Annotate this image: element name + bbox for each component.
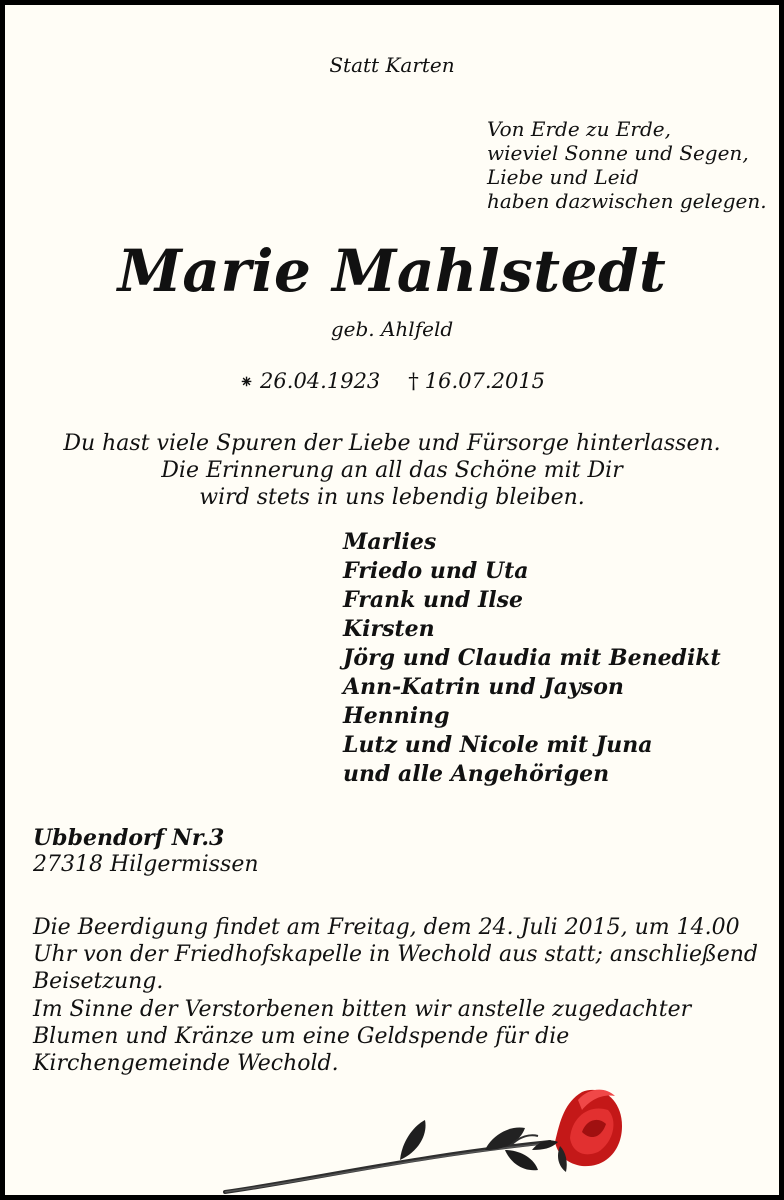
header-text: Statt Karten	[329, 53, 455, 77]
poem-line: Liebe und Leid	[487, 165, 639, 189]
mourner-entry: Lutz und Nicole mit Juna	[343, 732, 653, 758]
mourner-entry: Jörg und Claudia mit Benedikt	[343, 645, 721, 671]
poem-line: Von Erde zu Erde,	[487, 117, 671, 141]
poem	[487, 117, 777, 213]
death-date: 16.07.2015	[424, 369, 546, 393]
funeral-info	[33, 914, 763, 995]
mourner-entry: Frank und Ilse	[343, 587, 524, 613]
mourner-entry: Henning	[343, 703, 450, 729]
mourner-entry: Friedo und Uta	[343, 558, 529, 584]
donation-line: Kirchengemeinde Wechold.	[33, 1051, 339, 1076]
deceased-name: Marie Mahlstedt	[117, 237, 667, 305]
death-cross-icon: †	[408, 369, 419, 393]
funeral-line: Beisetzung.	[33, 969, 164, 994]
funeral-line: Uhr von der Friedhofskapelle in Wechold aus statt; anschließend	[33, 942, 758, 967]
maiden-name: geb. Ahlfeld	[330, 317, 454, 341]
mourner-entry: und alle Angehörigen	[343, 761, 610, 787]
mourners-list	[343, 528, 721, 789]
mourner-entry: Ann-Katrin und Jayson	[343, 674, 624, 700]
mourner-entry: Kirsten	[343, 616, 435, 642]
tribute-line: Du hast viele Spuren der Liebe und Fürsorge hinterlassen.	[63, 431, 721, 456]
tribute-line: wird stets in uns lebendig bleiben.	[199, 485, 585, 510]
address-street: Ubbendorf Nr.3	[33, 825, 225, 851]
red-rose-icon	[220, 1080, 630, 1195]
mourner-entry: Marlies	[343, 529, 437, 555]
life-dates	[5, 369, 779, 393]
donation-line: Blumen und Kränze um eine Geldspende für die	[33, 1024, 570, 1049]
donation-line: Im Sinne der Verstorbenen bitten wir anstelle zugedachter	[33, 997, 692, 1022]
poem-line: wieviel Sonne und Segen,	[487, 141, 749, 165]
birth-date: 26.04.1923	[260, 369, 381, 393]
address-city: 27318 Hilgermissen	[33, 852, 259, 877]
donation-request	[33, 996, 763, 1077]
birth-star-icon: ⁕	[238, 372, 255, 393]
tribute-line: Die Erinnerung an all das Schöne mit Dir	[161, 458, 623, 483]
poem-line: haben dazwischen gelegen.	[487, 189, 767, 213]
tribute-text	[5, 430, 779, 511]
funeral-line: Die Beerdigung findet am Freitag, dem 24. Juli 2015, um 14.00	[33, 915, 740, 940]
